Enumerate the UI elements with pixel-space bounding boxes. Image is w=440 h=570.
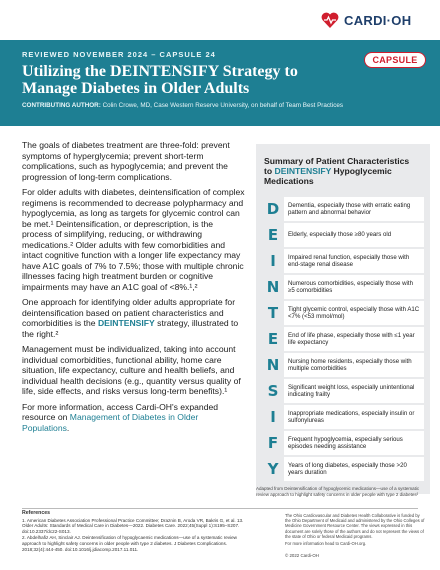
more-info-end: . — [66, 422, 70, 433]
row-letter: I — [270, 251, 276, 270]
page-title: Utilizing the DEINTENSIFY Strategy to Manage Diabetes in Older Adults — [22, 63, 298, 97]
row-letter: D — [266, 199, 280, 218]
deintensify-summary-panel — [256, 144, 430, 494]
more-info-link[interactable]: For more information head to Cardi-OH.org. — [285, 541, 367, 547]
panel-source-note: Adapted from Deintensification of hypoglycemic medications—use of a systematic review approach to highlight safety concerns in older people with type 2 diabetes² — [256, 486, 420, 497]
approach-text-end: strategy, illustrated to the right.² — [22, 318, 239, 339]
characteristic-row-d — [262, 196, 424, 221]
characteristic-row-i — [262, 248, 424, 273]
row-text: Elderly, especially those ≥80 years old — [284, 223, 424, 247]
reference-item: 2. Abdelhafiz AH, Sinclair AJ. Deintensification of hypoglycaemic medications—use of a systematic review approach to highlight safety concerns in older people with type 2 diabetes. J Diabetes Complications. 2018;32(4):444-450. doi:10.1016/j.jdiacomp.2017.11.011. — [22, 535, 237, 552]
paragraph-goals: The goals of diabetes treatment are three-fold: prevent symptoms of hyperglycemia; prevent short-term complications, such as hypoglycemia; and prevent the progression of long-term complications. — [22, 140, 230, 182]
row-letter: F — [267, 433, 279, 452]
characteristic-row-i2 — [262, 404, 424, 429]
cardi-oh-logo[interactable] — [320, 4, 430, 36]
paragraph-more-info — [22, 402, 245, 434]
row-text: Dementia, especially those with erratic eating pattern and abnormal behavior — [284, 197, 424, 221]
characteristic-row-n — [262, 274, 424, 299]
logo-brand-suffix: ·OH — [386, 12, 412, 28]
row-letter: S — [267, 381, 279, 400]
row-text: End of life phase, especially those with ≤1 year life expectancy — [284, 327, 424, 351]
more-info-text: For more information, access Cardi-OH's expanded resource on — [22, 401, 219, 422]
characteristic-row-s — [262, 378, 424, 403]
references-title: References — [22, 510, 50, 516]
panel-title-line2 — [264, 166, 426, 186]
author-label: CONTRIBUTING AUTHOR: — [22, 102, 101, 109]
reference-item: 1. American Diabetes Association Professional Practice Committee; Draznin B, Aroda VR, Bakris G, et al. 13. Older Adults: Standards of Medical Care in Diabetes—2022. Diabetes Care. 2022;45(Suppl 1):S195–S207. doi:10.2337/dc22-S013. — [22, 517, 244, 534]
row-text: Impaired renal function, especially those with end-stage renal disease — [284, 249, 424, 273]
article-body — [22, 140, 245, 438]
capsule-badge: CAPSULE — [364, 52, 426, 68]
row-letter: E — [267, 225, 279, 244]
characteristic-row-e — [262, 222, 424, 247]
row-text: Significant weight loss, especially unintentional indicating frailty — [284, 379, 424, 403]
row-letter: E — [267, 329, 279, 348]
row-text: Tight glycemic control, especially those with A1C <7% (<53 mmol/mol) — [284, 301, 424, 325]
panel-title — [264, 156, 426, 186]
row-letter: N — [266, 355, 280, 374]
row-letter: Y — [267, 459, 279, 478]
panel-title-line3: Hypoglycemic Medications — [264, 166, 392, 186]
characteristic-row-n2 — [262, 352, 424, 377]
logo-wordmark — [344, 13, 411, 28]
logo-brand: CARDI — [344, 12, 387, 28]
panel-title-line1: Summary of Patient Characteristics — [264, 156, 410, 166]
characteristic-row-t — [262, 300, 424, 325]
row-text: Nursing home residents, especially those with multiple comorbidities — [284, 353, 424, 377]
row-text: Frequent hypoglycemia, especially serious episodes needing assistance — [284, 431, 424, 455]
characteristic-row-f — [262, 430, 424, 455]
paragraph-approach — [22, 297, 245, 339]
contributing-author — [22, 102, 382, 110]
panel-title-to: to — [264, 166, 275, 176]
deintensify-highlight: DEINTENSIFY — [97, 318, 155, 328]
disclaimer-text: The Ohio Cardiovascular and Diabetes Health Collaborative is funded by the Ohio Department of Medicaid and administered by the Ohio Colleges of Medicine Government Resource Center. The views expressed in this document are solely those of the authors and do not represent the views of the state of Ohio or federal Medicaid programs. — [285, 513, 425, 539]
paragraph-management: Management must be individualized, taking into account individual comorbidities, functional ability, home care situation, life expectancy, culture and health beliefs, and individual health decisions (e.g., quantity versus quality of life, side effects, and risks versus long-term benefits).¹ — [22, 344, 241, 396]
row-letter: I — [270, 407, 276, 426]
references-list — [22, 518, 252, 553]
funding-disclaimer — [285, 513, 425, 548]
heart-icon — [320, 10, 340, 30]
characteristic-row-y — [262, 456, 424, 481]
row-letter: N — [266, 277, 280, 296]
author-text: Colin Crowe, MD, Case Western Reserve University, on behalf of Team Best Practices — [102, 102, 343, 109]
footer-divider — [22, 508, 418, 509]
row-letter: T — [267, 303, 279, 322]
references — [22, 511, 252, 553]
paragraph-deintensification: For older adults with diabetes, deintensification of complex regimens is recommended to decrease polypharmacy and hypoglycemia, as long as targets for glycemic control can be met.¹ Deintensification, or deprescription, is the process of simplifying, reducing, or withdrawing medications.² Older adults with few comorbidities and intact cognitive function with a longer life expectancy may have A1C goals of 7% to 7.5%; those with multiple chronic illnesses facing high treatment burden or cognitive impairments may have an A1C goal of <8%.¹,² — [22, 187, 245, 292]
panel-title-highlight: DEINTENSIFY — [274, 166, 332, 176]
characteristic-row-e2 — [262, 326, 424, 351]
management-resource-link[interactable]: Management of Diabetes in Older Populations — [22, 412, 199, 433]
row-text: Numerous comorbidities, especially those with ≥5 comorbidities — [284, 275, 424, 299]
approach-text-start: One approach for identifying older adults appropriate for deintensification based on patient characteristics and comorbidities is the — [22, 297, 236, 328]
row-text: Inappropriate medications, especially insulin or sulfonylureas — [284, 405, 424, 429]
review-date-eyebrow: REVIEWED NOVEMBER 2024 – CAPSULE 24 — [22, 50, 216, 59]
copyright: © 2022 Cardi-OH — [285, 553, 319, 558]
row-text: Years of long diabetes, especially those >20 years duration — [284, 457, 424, 481]
